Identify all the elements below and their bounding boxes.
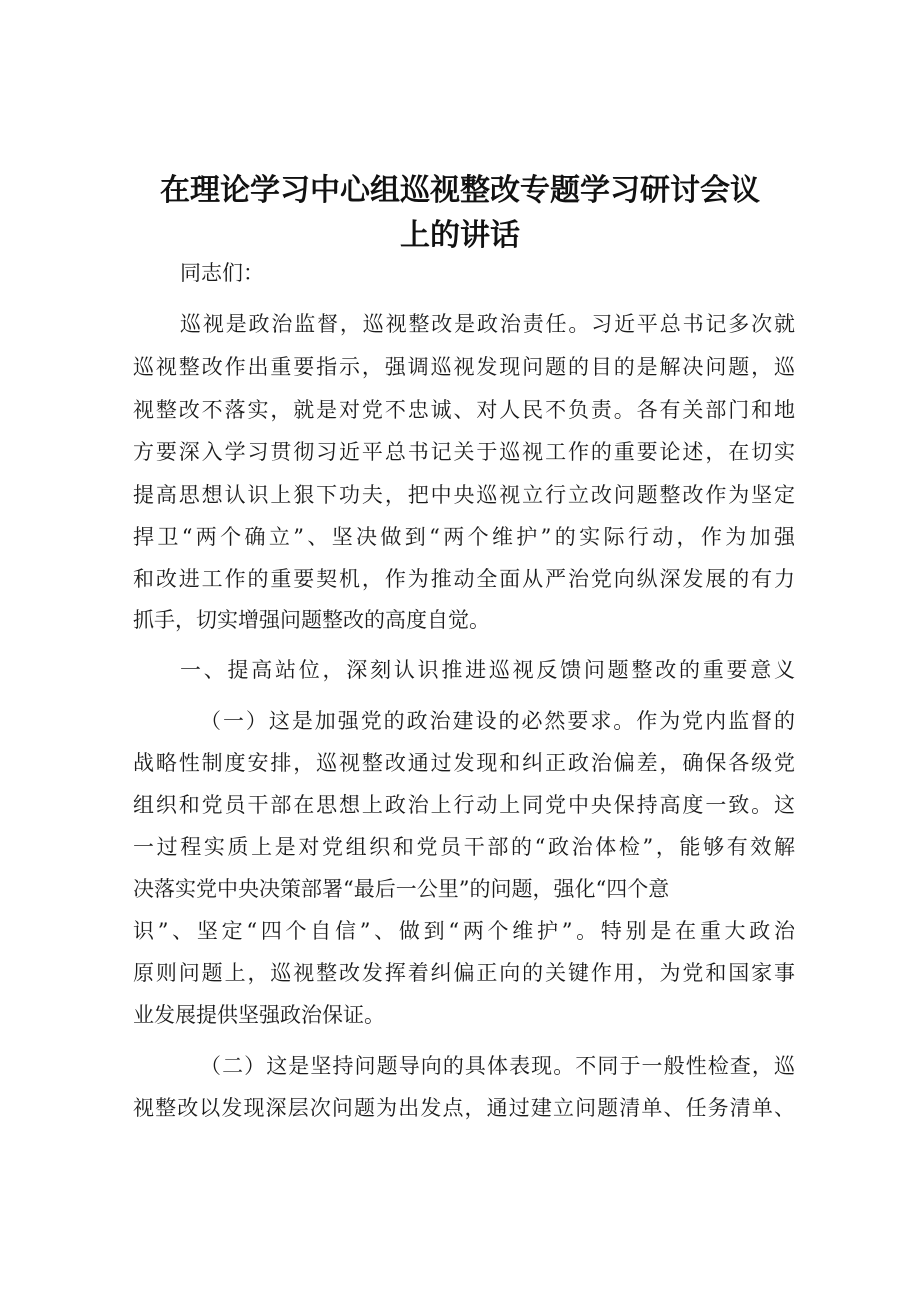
intro-line: 巡视是政治监督，巡视整改是政治责任。习近平总书记多次就 xyxy=(180,312,795,336)
para1-line: 原则问题上，巡视整改发挥着纠偏正向的关键作用，为党和国家事 xyxy=(133,961,795,985)
section1-heading: 一、提高站位，深刻认识推进巡视反馈问题整改的重要意义 xyxy=(180,658,795,682)
intro-line: 提高思想认识上狠下功夫，把中央巡视立行立改问题整改作为坚定 xyxy=(133,483,795,507)
para1-line: 战略性制度安排，巡视整改通过发现和纠正政治偏差，确保各级党 xyxy=(133,751,795,775)
para1-line: 业发展提供坚强政治保证。 xyxy=(133,1003,385,1027)
para1-line: （一）这是加强党的政治建设的必然要求。作为党内监督的 xyxy=(200,709,795,733)
document-title-line2: 上的讲话 xyxy=(400,218,520,253)
intro-line: 方要深入学习贯彻习近平总书记关于巡视工作的重要论述，在切实 xyxy=(133,440,795,464)
salutation: 同志们： xyxy=(180,261,264,285)
para2-line: 视整改以发现深层次问题为出发点，通过建立问题清单、任务清单、 xyxy=(133,1096,795,1120)
para2-line: （二）这是坚持问题导向的具体表现。不同于一般性检查，巡 xyxy=(200,1054,795,1078)
document-title-line1: 在理论学习中心组巡视整改专题学习研讨会议 xyxy=(160,173,760,208)
para1-line: 一过程实质上是对党组织和党员干部的“政治体检”，能够有效解 xyxy=(133,835,795,859)
intro-line: 视整改不落实，就是对党不忠诚、对人民不负责。各有关部门和地 xyxy=(133,398,795,422)
intro-line: 巡视整改作出重要指示，强调巡视发现问题的目的是解决问题，巡 xyxy=(133,355,795,379)
para1-line: 识”、坚定“四个自信”、做到“两个维护”。特别是在重大政治 xyxy=(133,919,795,943)
para1-line: 决落实党中央决策部署“最后一公里”的问题，强化“四个意 xyxy=(133,877,670,901)
intro-line: 捍卫“两个确立”、坚决做到“两个维护”的实际行动，作为加强 xyxy=(133,525,795,549)
para1-line: 组织和党员干部在思想上政治上行动上同党中央保持高度一致。这 xyxy=(133,793,795,817)
intro-line: 和改进工作的重要契机，作为推动全面从严治党向纵深发展的有力 xyxy=(133,567,795,591)
intro-line: 抓手，切实增强问题整改的高度自觉。 xyxy=(133,608,490,632)
